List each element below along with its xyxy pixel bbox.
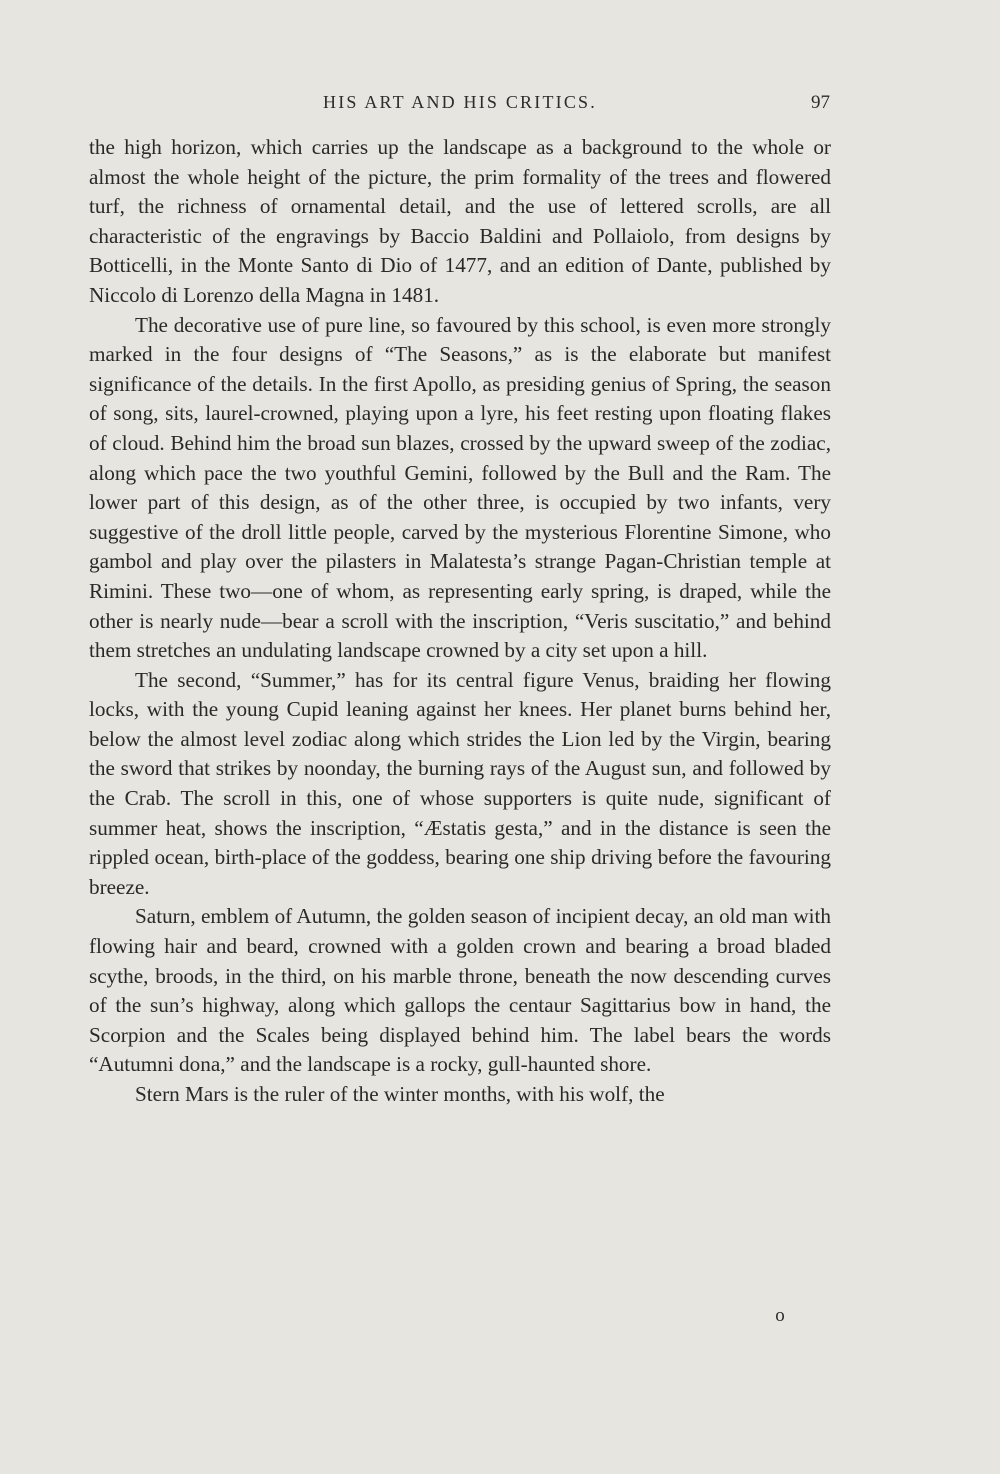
running-title: HIS ART AND HIS CRITICS. <box>323 92 597 112</box>
signature-mark: o <box>775 1305 785 1326</box>
paragraph-seasons: The decorative use of pure line, so favoured by this school, is even more strongly marked in the four designs of “The Seasons,” as is the elaborate but manifest significance of the details. In the first Apollo, as presiding genius of Spring, the season of song, sits, laurel-crowned, playing upon a lyre, his feet resting upon floating flakes of cloud. Behind him the broad sun blazes, crossed by the upward sweep of the zodiac, along which pace the two youthful Gemini, followed by the Bull and the Ram. The lower part of this design, as of the other three, is occupied by two infants, very suggestive of the droll little people, carved by the mysterious Florentine Simone, who gambol and play over the pilasters in Malatesta’s strange Pagan-Christian temple at Rimini. These two—one of whom, as representing early spring, is draped, while the other is nearly nude—bear a scroll with the inscription, “Veris suscitatio,” and behind them stretches an undulating landscape crowned by a city set upon a hill. <box>89 312 831 663</box>
paragraph-summer: The second, “Summer,” has for its central figure Venus, braiding her flowing locks, with the young Cupid leaning against her knees. Her planet burns behind her, below the almost level zodiac along which strides the Lion led by the Virgin, bearing the sword that strikes by noonday, the burning rays of the August sun, and followed by the Crab. The scroll in this, one of whose supporters is quite nude, significant of summer heat, shows the inscription, “Æstatis gesta,” and in the distance is seen the rippled ocean, birth-place of the goddess, bearing one ship driving before the favouring breeze. <box>89 667 831 899</box>
body-text <box>89 133 831 1110</box>
paragraph-continuation: the high horizon, which carries up the landscape as a background to the whole or almost the whole height of the picture, the prim formality of the trees and flowered turf, the richness of ornamental detail, and the use of lettered scrolls, are all characteristic of the engravings by Baccio Baldini and Pollaiolo, from designs by Botticelli, in the Monte Santo di Dio of 1477, and an edition of Dante, published by Niccolo di Lorenzo della Magna in 1481. <box>89 135 831 307</box>
running-head <box>90 92 830 122</box>
paragraph-autumn: Saturn, emblem of Autumn, the golden season of incipient decay, an old man with flowing hair and beard, crowned with a golden crown and bearing a broad bladed scythe, broods, in the third, on his marble throne, beneath the now descending curves of the sun’s highway, along which gallops the centaur Sagittarius bow in hand, the Scorpion and the Scales being displayed behind him. The label bears the words “Autumni dona,” and the landscape is a rocky, gull-haunted shore. <box>89 904 831 1077</box>
paragraph-winter: Stern Mars is the ruler of the winter months, with his wolf, the <box>135 1082 665 1106</box>
page-number: 97 <box>811 92 830 113</box>
